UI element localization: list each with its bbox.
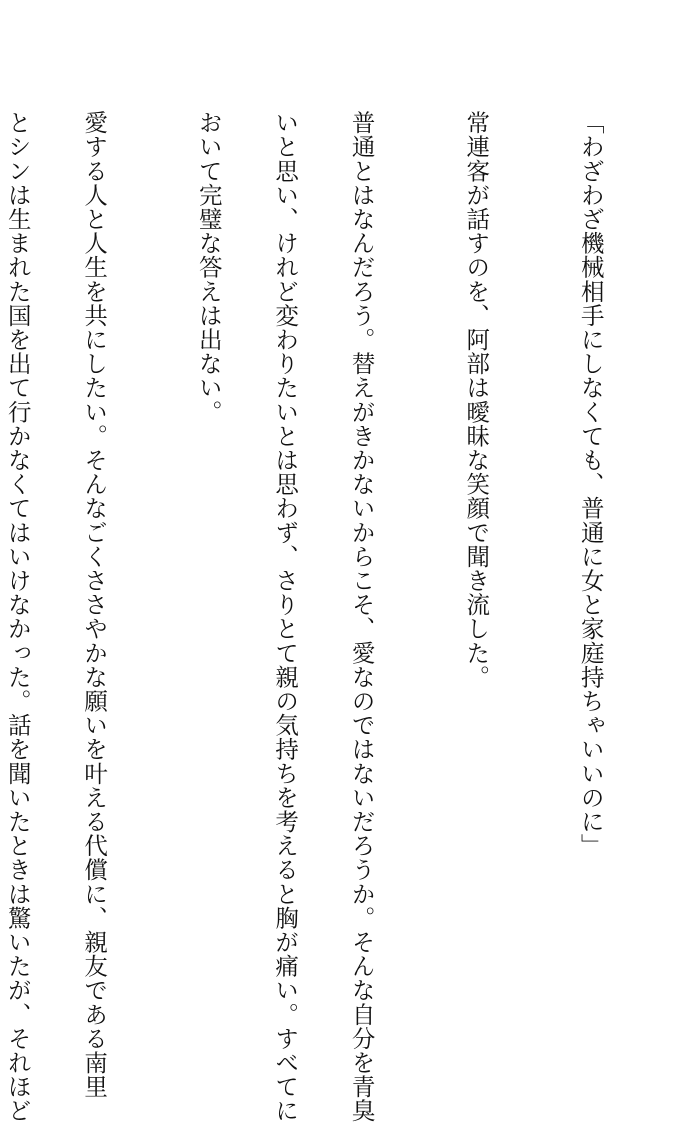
paragraph-1	[533, 62, 648, 962]
text-line: 普通とはなんだろう。替えがきかないからこそ、愛なのではないだろうか。そんな自分を青臭	[347, 110, 376, 1123]
text-line: とシンは生まれた国を出て行かなくてはいけなかった。話を聞いたときは驚いたが、それほど	[3, 110, 32, 1123]
paragraph-2	[419, 62, 534, 962]
vertical-text-body	[0, 62, 648, 1123]
text-line: 「わざわざ機械相手にしなくても、普通に女と家庭持ちゃいいのに」	[576, 110, 605, 858]
text-line: 愛する人と人生を共にしたい。そんなごくささやかな願いを叶える代償に、親友である南里	[80, 110, 109, 1099]
text-line: いと思い、けれど変わりたいとは思わず、さりとて親の気持ちを考えると胸が痛い。すべてに	[271, 110, 300, 1123]
text-line: おいて完璧な答えは出ない。	[194, 110, 223, 424]
paragraph-4	[0, 62, 151, 1123]
text-line: 常連客が話すのを、阿部は曖昧な笑顔で聞き流した。	[462, 110, 491, 689]
paragraph-3	[151, 62, 418, 1123]
